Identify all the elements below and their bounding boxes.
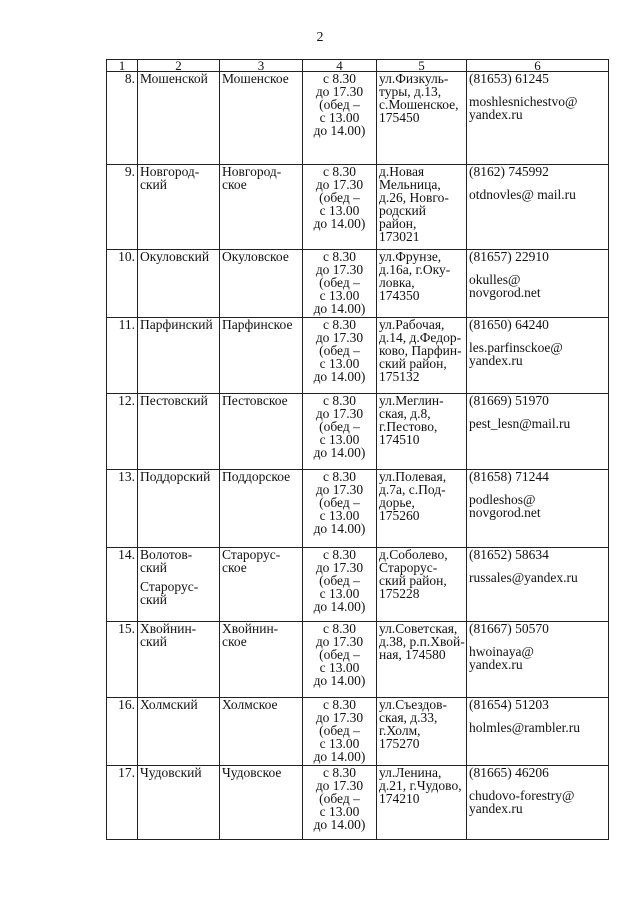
working-hours-line: до 17.30	[315, 177, 364, 192]
address-line: д.21, г.Чудово,	[379, 778, 462, 793]
email-line: okulles@	[469, 272, 521, 287]
hours-cell	[303, 250, 377, 318]
table-row	[107, 318, 609, 394]
working-hours-line: с 8.30	[323, 317, 356, 332]
row-number-cell	[107, 622, 138, 698]
address-line: д.Новая	[379, 164, 425, 179]
working-hours-line: до 14.00)	[313, 123, 366, 138]
address-line: д.38, р.п.Хвой-	[379, 634, 465, 649]
district-cell	[138, 470, 220, 548]
forestry-name: Новгород-	[222, 164, 282, 179]
working-hours-line: до 17.30	[315, 778, 364, 793]
district-name: Старорус-	[140, 579, 199, 594]
address-line: ская, д.33,	[379, 710, 438, 725]
address-cell	[377, 470, 467, 548]
working-hours-line: с 13.00	[319, 804, 360, 819]
email-address	[469, 721, 606, 734]
address-cell	[377, 250, 467, 318]
hours-cell	[303, 470, 377, 548]
address-cell	[377, 622, 467, 698]
address-cell	[377, 766, 467, 840]
working-hours-line: до 17.30	[315, 406, 364, 421]
phone-number: (81650) 64240	[469, 317, 549, 332]
working-hours-line: с 8.30	[323, 164, 356, 179]
working-hours-line: с 13.00	[319, 660, 360, 675]
forestry-table	[106, 59, 609, 840]
row-number-cell	[107, 318, 138, 394]
row-number-cell	[107, 470, 138, 548]
forestry-name: ское	[222, 177, 247, 192]
email-line: hwoinaya@	[469, 644, 534, 659]
hours-cell	[303, 394, 377, 470]
email-line: novgorod.net	[469, 505, 541, 520]
forestry-name: Парфинское	[222, 317, 293, 332]
district-cell	[138, 622, 220, 698]
phone-number: (81667) 50570	[469, 621, 549, 636]
district-name: ский	[140, 177, 167, 192]
working-hours-line: с 8.30	[323, 697, 356, 712]
working-hours-line: (обед –	[319, 343, 360, 358]
forestry-cell	[220, 766, 303, 840]
address-line: с.Мошенское,	[379, 97, 459, 112]
email-address	[469, 789, 606, 815]
table-row	[107, 698, 609, 766]
address-line: 173021	[379, 229, 420, 244]
contact-cell	[467, 165, 609, 250]
working-hours-line: (обед –	[319, 190, 360, 205]
hours-cell	[303, 698, 377, 766]
email-address	[469, 493, 606, 519]
working-hours-line: до 14.00)	[313, 673, 366, 688]
contact-cell	[467, 394, 609, 470]
forestry-name: Окуловское	[222, 249, 289, 264]
working-hours-line: с 13.00	[319, 110, 360, 125]
email-address	[469, 95, 606, 121]
address-line: родский	[379, 203, 426, 218]
working-hours-line: до 17.30	[315, 330, 364, 345]
forestry-cell	[220, 698, 303, 766]
address-line: ул.Физкуль-	[379, 71, 449, 86]
table-row	[107, 250, 609, 318]
address-cell	[377, 698, 467, 766]
working-hours-line: до 17.30	[315, 262, 364, 277]
email-address	[469, 645, 606, 671]
forestry-name: Мошенское	[222, 71, 289, 86]
working-hours-line: (обед –	[319, 791, 360, 806]
forestry-name: ское	[222, 634, 247, 649]
address-line: дорье,	[379, 495, 415, 510]
contact-cell	[467, 622, 609, 698]
district-name: Окуловский	[140, 249, 210, 264]
address-line: ский район,	[379, 356, 447, 371]
table-header-row	[107, 60, 609, 72]
district-name: Волотов-	[140, 547, 193, 562]
working-hours-line: с 13.00	[319, 432, 360, 447]
district-name: Парфинский	[140, 317, 213, 332]
forestry-name: Старорус-	[222, 547, 281, 562]
page-number: 2	[316, 30, 324, 45]
working-hours-line: с 8.30	[323, 249, 356, 264]
address-line: ул.Ленина,	[379, 765, 442, 780]
forestry-cell	[220, 165, 303, 250]
row-number-cell	[107, 250, 138, 318]
working-hours-line: с 13.00	[319, 356, 360, 371]
email-line: chudovo-forestry@	[469, 788, 575, 803]
forestry-cell	[220, 318, 303, 394]
phone-number: (81657) 22910	[469, 249, 549, 264]
district-cell	[138, 548, 220, 622]
address-line: г.Пестово,	[379, 419, 438, 434]
row-number: 11.	[118, 317, 135, 332]
working-hours-line: до 14.00)	[313, 817, 366, 832]
address-line: 174510	[379, 432, 420, 447]
working-hours-line: с 8.30	[323, 469, 356, 484]
email-line: podleshos@	[469, 492, 536, 507]
contact-cell	[467, 470, 609, 548]
district-name: ский	[140, 634, 167, 649]
address-line: ул.Меглин-	[379, 393, 444, 408]
table-row	[107, 165, 609, 250]
working-hours-line: с 13.00	[319, 203, 360, 218]
address-line: ул.Полевая,	[379, 469, 447, 484]
hours-cell	[303, 622, 377, 698]
address-line: д.Соболево,	[379, 547, 448, 562]
district-name: Хвойнин-	[140, 621, 197, 636]
working-hours-line: до 14.00)	[313, 445, 366, 460]
forestry-name: Пестовское	[222, 393, 288, 408]
address-line: г.Холм,	[379, 723, 421, 738]
phone-number: (81653) 61245	[469, 71, 549, 86]
row-number: 13.	[118, 469, 135, 484]
row-number-cell	[107, 394, 138, 470]
address-line: д.16а, г.Оку-	[379, 262, 451, 277]
address-cell	[377, 394, 467, 470]
working-hours-line: (обед –	[319, 97, 360, 112]
address-cell	[377, 318, 467, 394]
address-line: ная, 174580	[379, 647, 446, 662]
working-hours-line: (обед –	[319, 419, 360, 434]
contact-cell	[467, 766, 609, 840]
address-line: ул.Съездов-	[379, 697, 447, 712]
contact-cell	[467, 548, 609, 622]
address-line: 174210	[379, 791, 420, 806]
email-line: les.parfinsckoe@	[469, 340, 563, 355]
working-hours-line: с 8.30	[323, 393, 356, 408]
forestry-cell	[220, 470, 303, 548]
address-line: 175260	[379, 508, 420, 523]
working-hours-line: с 8.30	[323, 71, 356, 86]
row-number: 16.	[118, 697, 135, 712]
row-number: 9.	[124, 164, 135, 179]
email-line: yandex.ru	[469, 657, 523, 672]
address-line: д.26, Новго-	[379, 190, 449, 205]
forestry-cell	[220, 72, 303, 165]
forestry-cell	[220, 548, 303, 622]
forestry-cell	[220, 394, 303, 470]
address-cell	[377, 548, 467, 622]
address-line: Старорус-	[379, 560, 438, 575]
email-line: yandex.ru	[469, 107, 523, 122]
working-hours-line: (обед –	[319, 573, 360, 588]
column-header: 1	[107, 60, 138, 72]
address-line: Мельница,	[379, 177, 441, 192]
column-header: 6	[467, 60, 609, 72]
working-hours-line: с 13.00	[319, 508, 360, 523]
forestry-name: Поддорское	[222, 469, 291, 484]
row-number: 15.	[118, 621, 135, 636]
working-hours-line: (обед –	[319, 275, 360, 290]
row-number-cell	[107, 698, 138, 766]
table-row	[107, 394, 609, 470]
working-hours-line: до 17.30	[315, 634, 364, 649]
address-line: ский район,	[379, 573, 447, 588]
email-line: yandex.ru	[469, 801, 523, 816]
address-line: ская, д.8,	[379, 406, 431, 421]
working-hours-line: с 8.30	[323, 765, 356, 780]
address-line: д.14, д.Федор-	[379, 330, 462, 345]
district-name: Поддорский	[140, 469, 211, 484]
district-name: Мошенской	[140, 71, 208, 86]
district-cell	[138, 165, 220, 250]
table-row	[107, 470, 609, 548]
working-hours-line: до 17.30	[315, 482, 364, 497]
row-number-cell	[107, 72, 138, 165]
working-hours-line: до 14.00)	[313, 749, 366, 764]
column-header: 5	[377, 60, 467, 72]
district-name: Холмский	[140, 697, 198, 712]
address-line: район,	[379, 216, 417, 231]
address-line: ул.Фрунзе,	[379, 249, 442, 264]
contact-cell	[467, 250, 609, 318]
working-hours-line: с 13.00	[319, 288, 360, 303]
hours-cell	[303, 165, 377, 250]
address-line: ул.Рабочая,	[379, 317, 445, 332]
forestry-name: Холмское	[222, 697, 278, 712]
table-row	[107, 766, 609, 840]
working-hours-line: до 14.00)	[313, 216, 366, 231]
working-hours-line: до 17.30	[315, 560, 364, 575]
email-address	[469, 273, 606, 299]
row-number: 8.	[124, 71, 135, 86]
address-cell	[377, 72, 467, 165]
district-name: Новгород-	[140, 164, 200, 179]
email-line: moshlesnichestvo@	[469, 94, 578, 109]
table-row	[107, 622, 609, 698]
working-hours-line: до 14.00)	[313, 599, 366, 614]
address-cell	[377, 165, 467, 250]
district-name: Пестовский	[140, 393, 208, 408]
address-line: 174350	[379, 288, 420, 303]
district-cell	[138, 318, 220, 394]
forestry-cell	[220, 250, 303, 318]
column-header: 4	[303, 60, 377, 72]
email-line: yandex.ru	[469, 353, 523, 368]
row-number-cell	[107, 165, 138, 250]
row-number-cell	[107, 548, 138, 622]
district-cell	[138, 72, 220, 165]
table-body	[107, 72, 609, 840]
working-hours-line: (обед –	[319, 723, 360, 738]
email-line: holmles@rambler.ru	[469, 720, 581, 735]
phone-number: (81665) 46206	[469, 765, 549, 780]
address-line: ловка,	[379, 275, 415, 290]
email-address	[469, 417, 606, 430]
hours-cell	[303, 548, 377, 622]
row-number: 10.	[118, 249, 135, 264]
contact-cell	[467, 698, 609, 766]
address-line: 175450	[379, 110, 420, 125]
column-header: 3	[220, 60, 303, 72]
email-address	[469, 571, 606, 584]
forestry-name: Чудовское	[222, 765, 282, 780]
working-hours-line: до 14.00)	[313, 369, 366, 384]
working-hours-line: до 17.30	[315, 710, 364, 725]
phone-number: (81658) 71244	[469, 469, 549, 484]
working-hours-line: с 13.00	[319, 736, 360, 751]
district-name: ский	[140, 592, 167, 607]
row-number: 14.	[118, 547, 135, 562]
forestry-name: ское	[222, 560, 247, 575]
district-cell	[138, 766, 220, 840]
address-line: туры, д.13,	[379, 84, 442, 99]
row-number: 17.	[118, 765, 135, 780]
working-hours-line: (обед –	[319, 647, 360, 662]
email-line: russales@yandex.ru	[469, 570, 578, 585]
working-hours-line: до 14.00)	[313, 521, 366, 536]
district-name: Чудовский	[140, 765, 202, 780]
phone-number: (81654) 51203	[469, 697, 549, 712]
email-line: otdnovles@ mail.ru	[469, 187, 576, 202]
column-header: 2	[138, 60, 220, 72]
working-hours-line: (обед –	[319, 495, 360, 510]
phone-number: (8162) 745992	[469, 164, 549, 179]
hours-cell	[303, 72, 377, 165]
email-line: novgorod.net	[469, 285, 541, 300]
email-address	[469, 188, 606, 201]
phone-number: (81669) 51970	[469, 393, 549, 408]
hours-cell	[303, 318, 377, 394]
district-name: ский	[140, 560, 167, 575]
working-hours-line: до 17.30	[315, 84, 364, 99]
district-cell	[138, 394, 220, 470]
row-number-cell	[107, 766, 138, 840]
contact-cell	[467, 72, 609, 165]
phone-number: (81652) 58634	[469, 547, 549, 562]
table-row	[107, 548, 609, 622]
working-hours-line: с 13.00	[319, 586, 360, 601]
address-line: ул.Советская,	[379, 621, 458, 636]
email-address	[469, 341, 606, 367]
working-hours-line: с 8.30	[323, 547, 356, 562]
forestry-name: Хвойнин-	[222, 621, 279, 636]
table-row	[107, 72, 609, 165]
address-line: 175228	[379, 586, 420, 601]
forestry-cell	[220, 622, 303, 698]
address-line: д.7а, с.Под-	[379, 482, 446, 497]
hours-cell	[303, 766, 377, 840]
working-hours-line: до 14.00)	[313, 301, 366, 316]
working-hours-line: с 8.30	[323, 621, 356, 636]
district-cell	[138, 250, 220, 318]
district-cell	[138, 698, 220, 766]
email-line: pest_lesn@mail.ru	[469, 416, 571, 431]
address-line: 175270	[379, 736, 420, 751]
address-line: 175132	[379, 369, 420, 384]
address-line: ково, Парфин-	[379, 343, 462, 358]
contact-cell	[467, 318, 609, 394]
row-number: 12.	[118, 393, 135, 408]
